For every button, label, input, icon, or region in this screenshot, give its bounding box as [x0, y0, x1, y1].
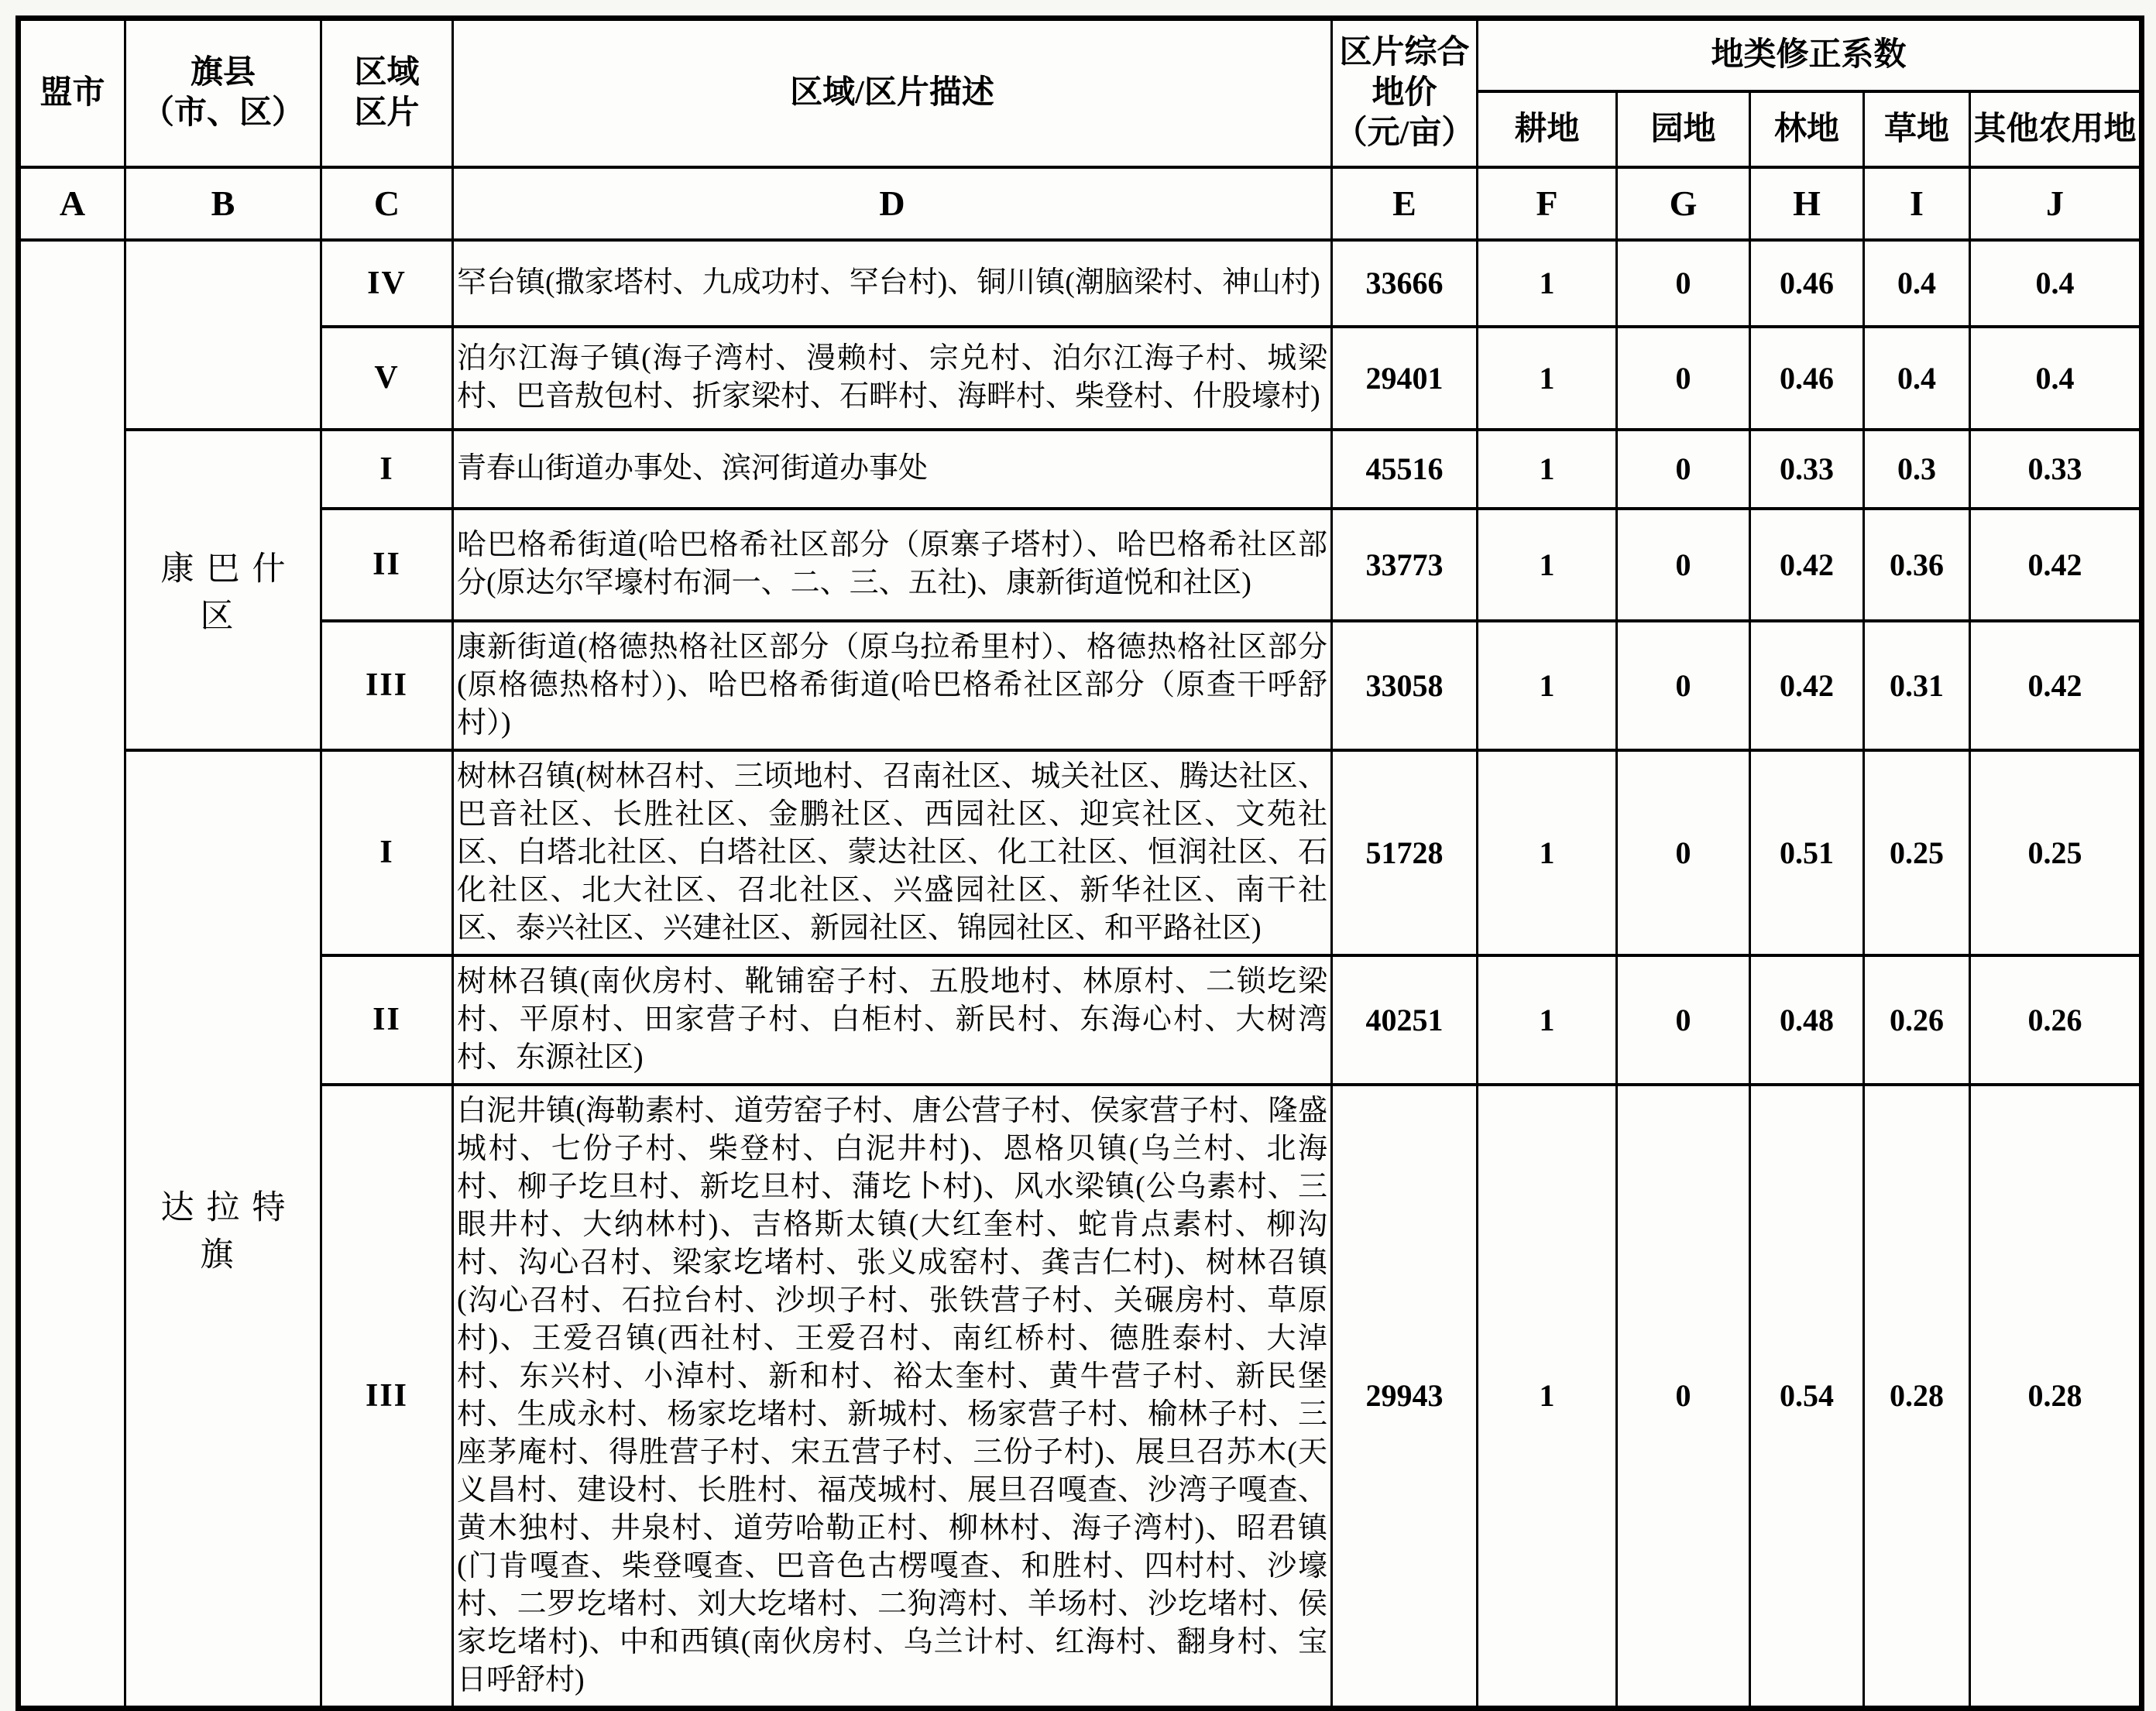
- coef-cultivated-cell: 1: [1478, 621, 1617, 750]
- letter-b: B: [125, 167, 321, 240]
- coef-cultivated-cell: 1: [1478, 955, 1617, 1085]
- coef-other-cell: 0.42: [1970, 621, 2142, 750]
- header-league: 盟市: [19, 19, 125, 167]
- coef-grass-cell: 0.28: [1864, 1085, 1970, 1709]
- price-cell: 33773: [1332, 509, 1478, 621]
- description-cell: 罕台镇(撒家塔村、九成功村、罕台村)、铜川镇(潮脑梁村、神山村): [453, 240, 1332, 327]
- coef-grass-cell: 0.3: [1864, 430, 1970, 509]
- description-cell: 青春山街道办事处、滨河街道办事处: [453, 430, 1332, 509]
- land-price-table: [15, 15, 2144, 1711]
- zone-cell: I: [321, 750, 453, 955]
- coef-garden-cell: 0: [1617, 750, 1750, 955]
- header-banner: [125, 19, 321, 167]
- description-cell: 白泥井镇(海勒素村、道劳窑子村、唐公营子村、侯家营子村、隆盛城村、七份子村、柴登村、白泥井村)、恩格贝镇(乌兰村、北海村、柳子圪旦村、新圪旦村、蒲圪卜村)、风水梁镇(公乌素村、三眼井村、大纳林村)、吉格斯太镇(大红奎村、蛇肯点素村、柳沟村、沟心召村、梁家圪堵村、张义成窑村、龚吉仁村)、树林召镇(沟心召村、石拉台村、沙坝子村、张铁营子村、关碾房村、草原村)、王爱召镇(西社村、王爱召村、南红桥村、德胜泰村、大淖村、东兴村、小淖村、新和村、裕太奎村、黄牛营子村、新民堡村、生成永村、杨家圪堵村、新城村、杨家营子村、榆林子村、三座茅庵村、得胜营子村、宋五营子村、三份子村)、展旦召苏木(天义昌村、建设村、长胜村、福茂城村、展旦召嘎查、沙湾子嘎查、黄木独村、井泉村、道劳哈勒正村、柳林村、海子湾村)、昭君镇(门肯嘎查、柴登嘎查、巴音色古楞嘎查、和胜村、四村村、沙壕村、二罗圪堵村、刘大圪堵村、二狗湾村、羊场村、沙圪堵村、侯家圪堵村)、中和西镇(南伙房村、乌兰计村、红海村、翻身村、宝日呼舒村): [453, 1085, 1332, 1709]
- coef-forest-cell: 0.51: [1750, 750, 1864, 955]
- banner-cell-kangbashi: 康巴什区: [125, 430, 321, 750]
- price-cell: 29401: [1332, 327, 1478, 430]
- coef-garden-cell: 0: [1617, 430, 1750, 509]
- coef-garden-cell: 0: [1617, 327, 1750, 430]
- header-row-1: [19, 19, 2142, 91]
- letter-d: D: [453, 167, 1332, 240]
- coef-cultivated-cell: 1: [1478, 430, 1617, 509]
- banner-cell-empty: [125, 240, 321, 430]
- header-zone: [321, 19, 453, 167]
- coef-forest-cell: 0.33: [1750, 430, 1864, 509]
- zone-cell: II: [321, 509, 453, 621]
- coef-other-cell: 0.42: [1970, 509, 2142, 621]
- header-price-line2: 地价: [1372, 75, 1437, 111]
- coef-garden-cell: 0: [1617, 509, 1750, 621]
- description-cell: 树林召镇(树林召村、三顷地村、召南社区、城关社区、腾达社区、巴音社区、长胜社区、金鹏社区、西园社区、迎宾社区、文苑社区、白塔北社区、白塔社区、蒙达社区、化工社区、恒润社区、石化社区、北大社区、召北社区、兴盛园社区、新华社区、南干社区、泰兴社区、兴建社区、新园社区、锦园社区、和平路社区): [453, 750, 1332, 955]
- zone-cell: III: [321, 1085, 453, 1709]
- header-coef-cultivated: 耕地: [1478, 91, 1617, 167]
- coef-other-cell: 0.4: [1970, 240, 2142, 327]
- coef-cultivated-cell: 1: [1478, 509, 1617, 621]
- coef-forest-cell: 0.46: [1750, 327, 1864, 430]
- table-row: [19, 240, 2142, 327]
- header-coef-forest: 林地: [1750, 91, 1864, 167]
- zone-cell: I: [321, 430, 453, 509]
- league-cell-empty: [19, 240, 125, 1709]
- price-cell: 29943: [1332, 1085, 1478, 1709]
- coef-garden-cell: 0: [1617, 1085, 1750, 1709]
- header-coef-other: 其他农用地: [1970, 91, 2142, 167]
- price-cell: 45516: [1332, 430, 1478, 509]
- table-row: [19, 327, 2142, 430]
- description-cell: 树林召镇(南伙房村、靴铺窑子村、五股地村、林原村、二锁圪梁村、平原村、田家营子村、白柜村、新民村、东海心村、大树湾村、东源社区): [453, 955, 1332, 1085]
- coef-cultivated-cell: 1: [1478, 1085, 1617, 1709]
- coef-forest-cell: 0.46: [1750, 240, 1864, 327]
- table-row: [19, 750, 2142, 955]
- coef-other-cell: 0.33: [1970, 430, 2142, 509]
- header-banner-line2: （市、区）: [141, 95, 304, 132]
- zone-cell: IV: [321, 240, 453, 327]
- header-coef-garden: 园地: [1617, 91, 1750, 167]
- header-description: 区域/区片描述: [453, 19, 1332, 167]
- letter-row: [19, 167, 2142, 240]
- zone-cell: V: [321, 327, 453, 430]
- header-coef-grass: 草地: [1864, 91, 1970, 167]
- price-cell: 33666: [1332, 240, 1478, 327]
- table-row: [19, 430, 2142, 509]
- table-row: [19, 621, 2142, 750]
- table-row: [19, 955, 2142, 1085]
- coef-grass-cell: 0.4: [1864, 240, 1970, 327]
- coef-grass-cell: 0.26: [1864, 955, 1970, 1085]
- coef-garden-cell: 0: [1617, 240, 1750, 327]
- price-cell: 51728: [1332, 750, 1478, 955]
- header-zone-line2: 区片: [354, 95, 420, 132]
- letter-i: I: [1864, 167, 1970, 240]
- coef-grass-cell: 0.25: [1864, 750, 1970, 955]
- header-price-line1: 区片综合: [1339, 35, 1470, 71]
- coef-forest-cell: 0.42: [1750, 621, 1864, 750]
- letter-e: E: [1332, 167, 1478, 240]
- letter-g: G: [1617, 167, 1750, 240]
- coef-cultivated-cell: 1: [1478, 750, 1617, 955]
- coef-cultivated-cell: 1: [1478, 240, 1617, 327]
- banner-cell-dalate: 达拉特旗: [125, 750, 321, 1709]
- coef-other-cell: 0.28: [1970, 1085, 2142, 1709]
- letter-h: H: [1750, 167, 1864, 240]
- coef-forest-cell: 0.48: [1750, 955, 1864, 1085]
- coef-garden-cell: 0: [1617, 621, 1750, 750]
- header-banner-line1: 旗县: [190, 55, 256, 91]
- coef-other-cell: 0.26: [1970, 955, 2142, 1085]
- header-price-line3: （元/亩）: [1334, 115, 1475, 152]
- coef-forest-cell: 0.42: [1750, 509, 1864, 621]
- table-row: [19, 509, 2142, 621]
- zone-cell: III: [321, 621, 453, 750]
- zone-cell: II: [321, 955, 453, 1085]
- coef-grass-cell: 0.4: [1864, 327, 1970, 430]
- header-zone-line1: 区域: [354, 55, 420, 91]
- header-coef-group: 地类修正系数: [1478, 19, 2142, 91]
- coef-other-cell: 0.4: [1970, 327, 2142, 430]
- letter-c: C: [321, 167, 453, 240]
- coef-cultivated-cell: 1: [1478, 327, 1617, 430]
- coef-grass-cell: 0.31: [1864, 621, 1970, 750]
- letter-f: F: [1478, 167, 1617, 240]
- coef-other-cell: 0.25: [1970, 750, 2142, 955]
- coef-forest-cell: 0.54: [1750, 1085, 1864, 1709]
- letter-j: J: [1970, 167, 2142, 240]
- coef-garden-cell: 0: [1617, 955, 1750, 1085]
- table-row: [19, 1085, 2142, 1709]
- header-price: [1332, 19, 1478, 167]
- description-cell: 泊尔江海子镇(海子湾村、漫赖村、宗兑村、泊尔江海子村、城梁村、巴音敖包村、折家梁村、石畔村、海畔村、柴登村、什股壕村): [453, 327, 1332, 430]
- description-cell: 哈巴格希街道(哈巴格希社区部分（原寨子塔村）、哈巴格希社区部分(原达尔罕壕村布洞一、二、三、五社)、康新街道悦和社区): [453, 509, 1332, 621]
- letter-a: A: [19, 167, 125, 240]
- price-cell: 40251: [1332, 955, 1478, 1085]
- price-cell: 33058: [1332, 621, 1478, 750]
- description-cell: 康新街道(格德热格社区部分（原乌拉希里村）、格德热格社区部分(原格德热格村）)、哈巴格希街道(哈巴格希社区部分（原查干呼舒村）): [453, 621, 1332, 750]
- coef-grass-cell: 0.36: [1864, 509, 1970, 621]
